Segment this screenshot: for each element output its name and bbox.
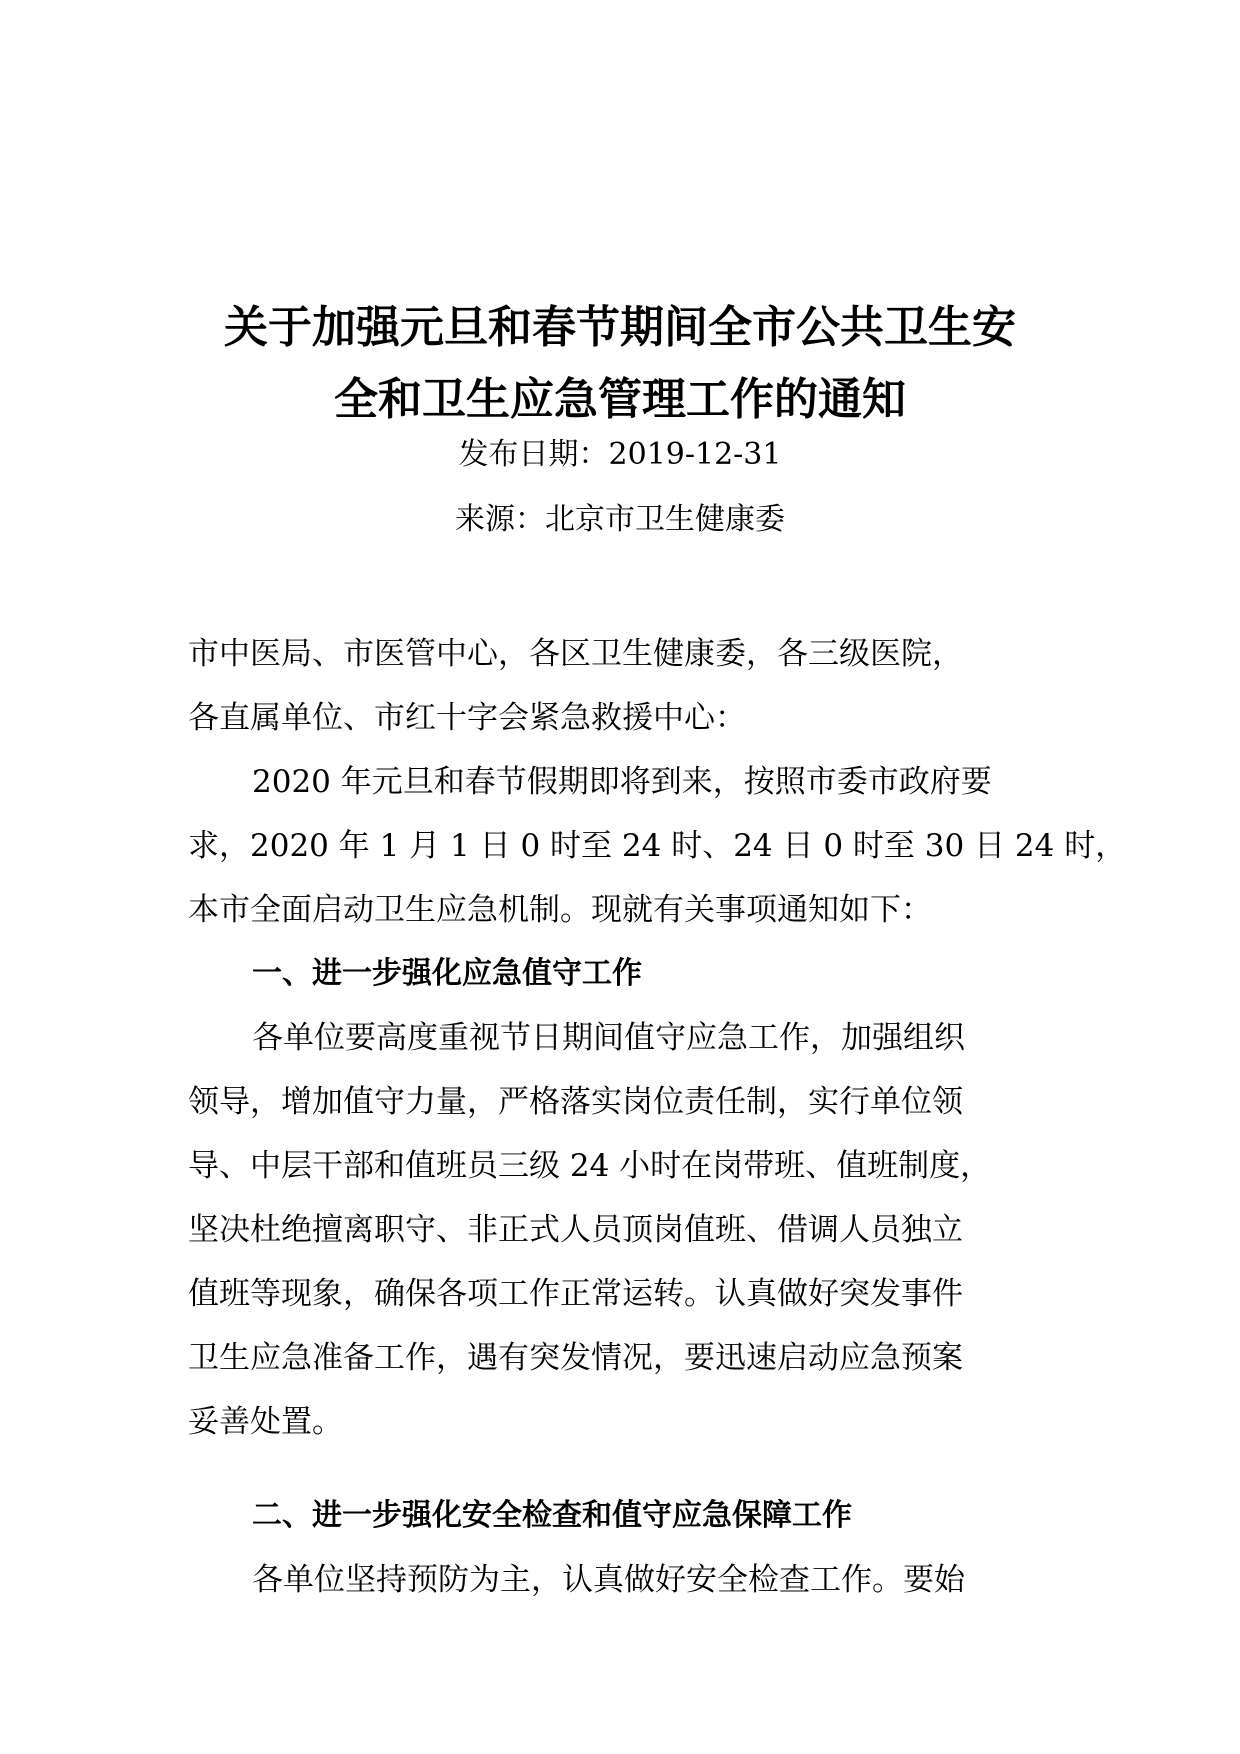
title-line-2: 全和卫生应急管理工作的通知	[334, 374, 906, 425]
section-heading-2: 二、进一步强化安全检查和值守应急保障工作	[252, 1498, 852, 1533]
section1-line: 导、中层干部和值班员三级 24 小时在岗带班、值班制度，	[188, 1148, 992, 1184]
addressee-line: 市中医局、市医管中心，各区卫生健康委，各三级医院，	[188, 636, 963, 672]
section-heading-1: 一、进一步强化应急值守工作	[252, 956, 642, 991]
section1-line: 领导，增加值守力量，严格落实岗位责任制，实行单位领	[188, 1084, 963, 1120]
intro-line: 本市全面启动卫生应急机制。现就有关事项通知如下：	[188, 892, 932, 928]
section1-line: 各单位要高度重视节日期间值守应急工作，加强组织	[252, 1020, 965, 1056]
intro-line: 2020 年元旦和春节假期即将到来，按照市委市政府要	[252, 764, 992, 800]
title-line-1: 关于加强元旦和春节期间全市公共卫生安	[224, 302, 1016, 353]
addressee-line: 各直属单位、市红十字会紧急救援中心：	[188, 700, 746, 736]
publish-date: 发布日期：2019-12-31	[458, 437, 782, 472]
section1-line: 妥善处置。	[188, 1404, 343, 1440]
document-title	[150, 292, 1090, 436]
section1-line: 坚决杜绝擅离职守、非正式人员顶岗值班、借调人员独立	[188, 1212, 963, 1248]
section2-line: 各单位坚持预防为主，认真做好安全检查工作。要始	[252, 1562, 965, 1598]
section1-line: 值班等现象，确保各项工作正常运转。认真做好突发事件	[188, 1276, 963, 1312]
paragraph-gap	[188, 1454, 1078, 1484]
section1-line: 卫生应急准备工作，遇有突发情况，要迅速启动应急预案	[188, 1340, 963, 1376]
intro-line: 求，2020 年 1 月 1 日 0 时至 24 时、24 日 0 时至 30 日 24 时，	[188, 828, 1127, 864]
document-body	[188, 622, 1127, 1612]
source-line: 来源：北京市卫生健康委	[455, 502, 785, 537]
